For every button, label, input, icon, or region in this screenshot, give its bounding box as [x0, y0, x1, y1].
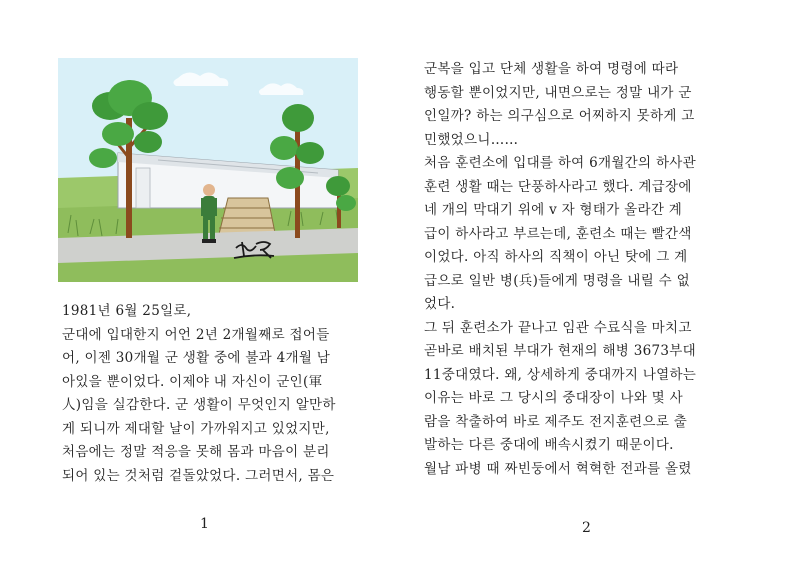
text-line: 人)임을 실감한다. 군 생활이 무엇인지 알만하 — [62, 397, 336, 413]
page-number: 1 — [200, 516, 209, 532]
page-number: 2 — [582, 520, 591, 536]
text-line: 었다. — [424, 296, 456, 312]
text-line: 이유는 바로 그 당시의 중대장이 나와 몇 사 — [424, 390, 683, 406]
text-line: 월남 파병 때 짜빈둥에서 혁혁한 전과를 올렸 — [424, 460, 692, 477]
text-line: 곧바로 배치된 부대가 현재의 해병 3673부대 — [424, 343, 696, 359]
text-line: 발하는 다른 중대에 배속시켰기 때문이다. — [424, 437, 674, 453]
text-line: 인일까? 하는 의구심으로 어찌하지 못하게 고 — [424, 108, 695, 124]
text-line: 급으로 일반 병(兵)들에게 명령을 내릴 수 없 — [424, 272, 690, 289]
text-line: 급이 하사라고 부르는데, 훈련소 때는 빨간색 — [424, 225, 692, 242]
text-line: 훈련 생활 때는 단풍하사라고 했다. 계급장에 — [424, 178, 692, 195]
text-line: 되어 있는 것처럼 겉돌았었다. 그러면서, 몸은 — [62, 467, 335, 484]
text-line: 처음에는 정말 적응을 못해 몸과 마음이 분리 — [62, 444, 330, 460]
text-line: 행동할 뿐이었지만, 내면으로는 정말 내가 군 — [424, 84, 692, 101]
text-line: 처음 훈련소에 입대를 하여 6개월간의 하사관 — [424, 155, 696, 171]
text-line: 이었다. 아직 하사의 직책이 아닌 탓에 그 계 — [424, 249, 688, 265]
text-line: 게 되니까 제대할 날이 가까워지고 있었지만, — [62, 420, 330, 437]
text-line: 네 개의 막대기 위에 v 자 형태가 올라간 계 — [424, 202, 683, 218]
text-line: 11중대였다. 왜, 상세하게 중대까지 나열하는 — [424, 366, 697, 383]
illustration-soldier-barracks — [58, 58, 358, 282]
text-line: 민했었으니…… — [424, 131, 519, 148]
text-line: 아있을 뿐이었다. 이제야 내 자신이 군인(軍 — [62, 373, 323, 390]
text-line: 람을 착출하여 바로 제주도 전지훈련으로 출 — [424, 413, 688, 430]
text-line: 그 뒤 훈련소가 끝나고 임관 수료식을 마치고 — [424, 319, 692, 336]
text-line: 1981년 6월 25일로, — [62, 303, 192, 319]
text-line: 군복을 입고 단체 생활을 하여 명령에 따라 — [424, 61, 679, 77]
text-line: 군대에 입대한지 어언 2년 2개월째로 접어들 — [62, 326, 330, 343]
left-page-text — [62, 300, 382, 488]
text-line: 어, 이젠 30개월 군 생활 중에 불과 4개월 남 — [62, 350, 331, 366]
left-page — [0, 0, 396, 583]
right-page-text — [424, 58, 764, 481]
right-page — [396, 0, 793, 583]
